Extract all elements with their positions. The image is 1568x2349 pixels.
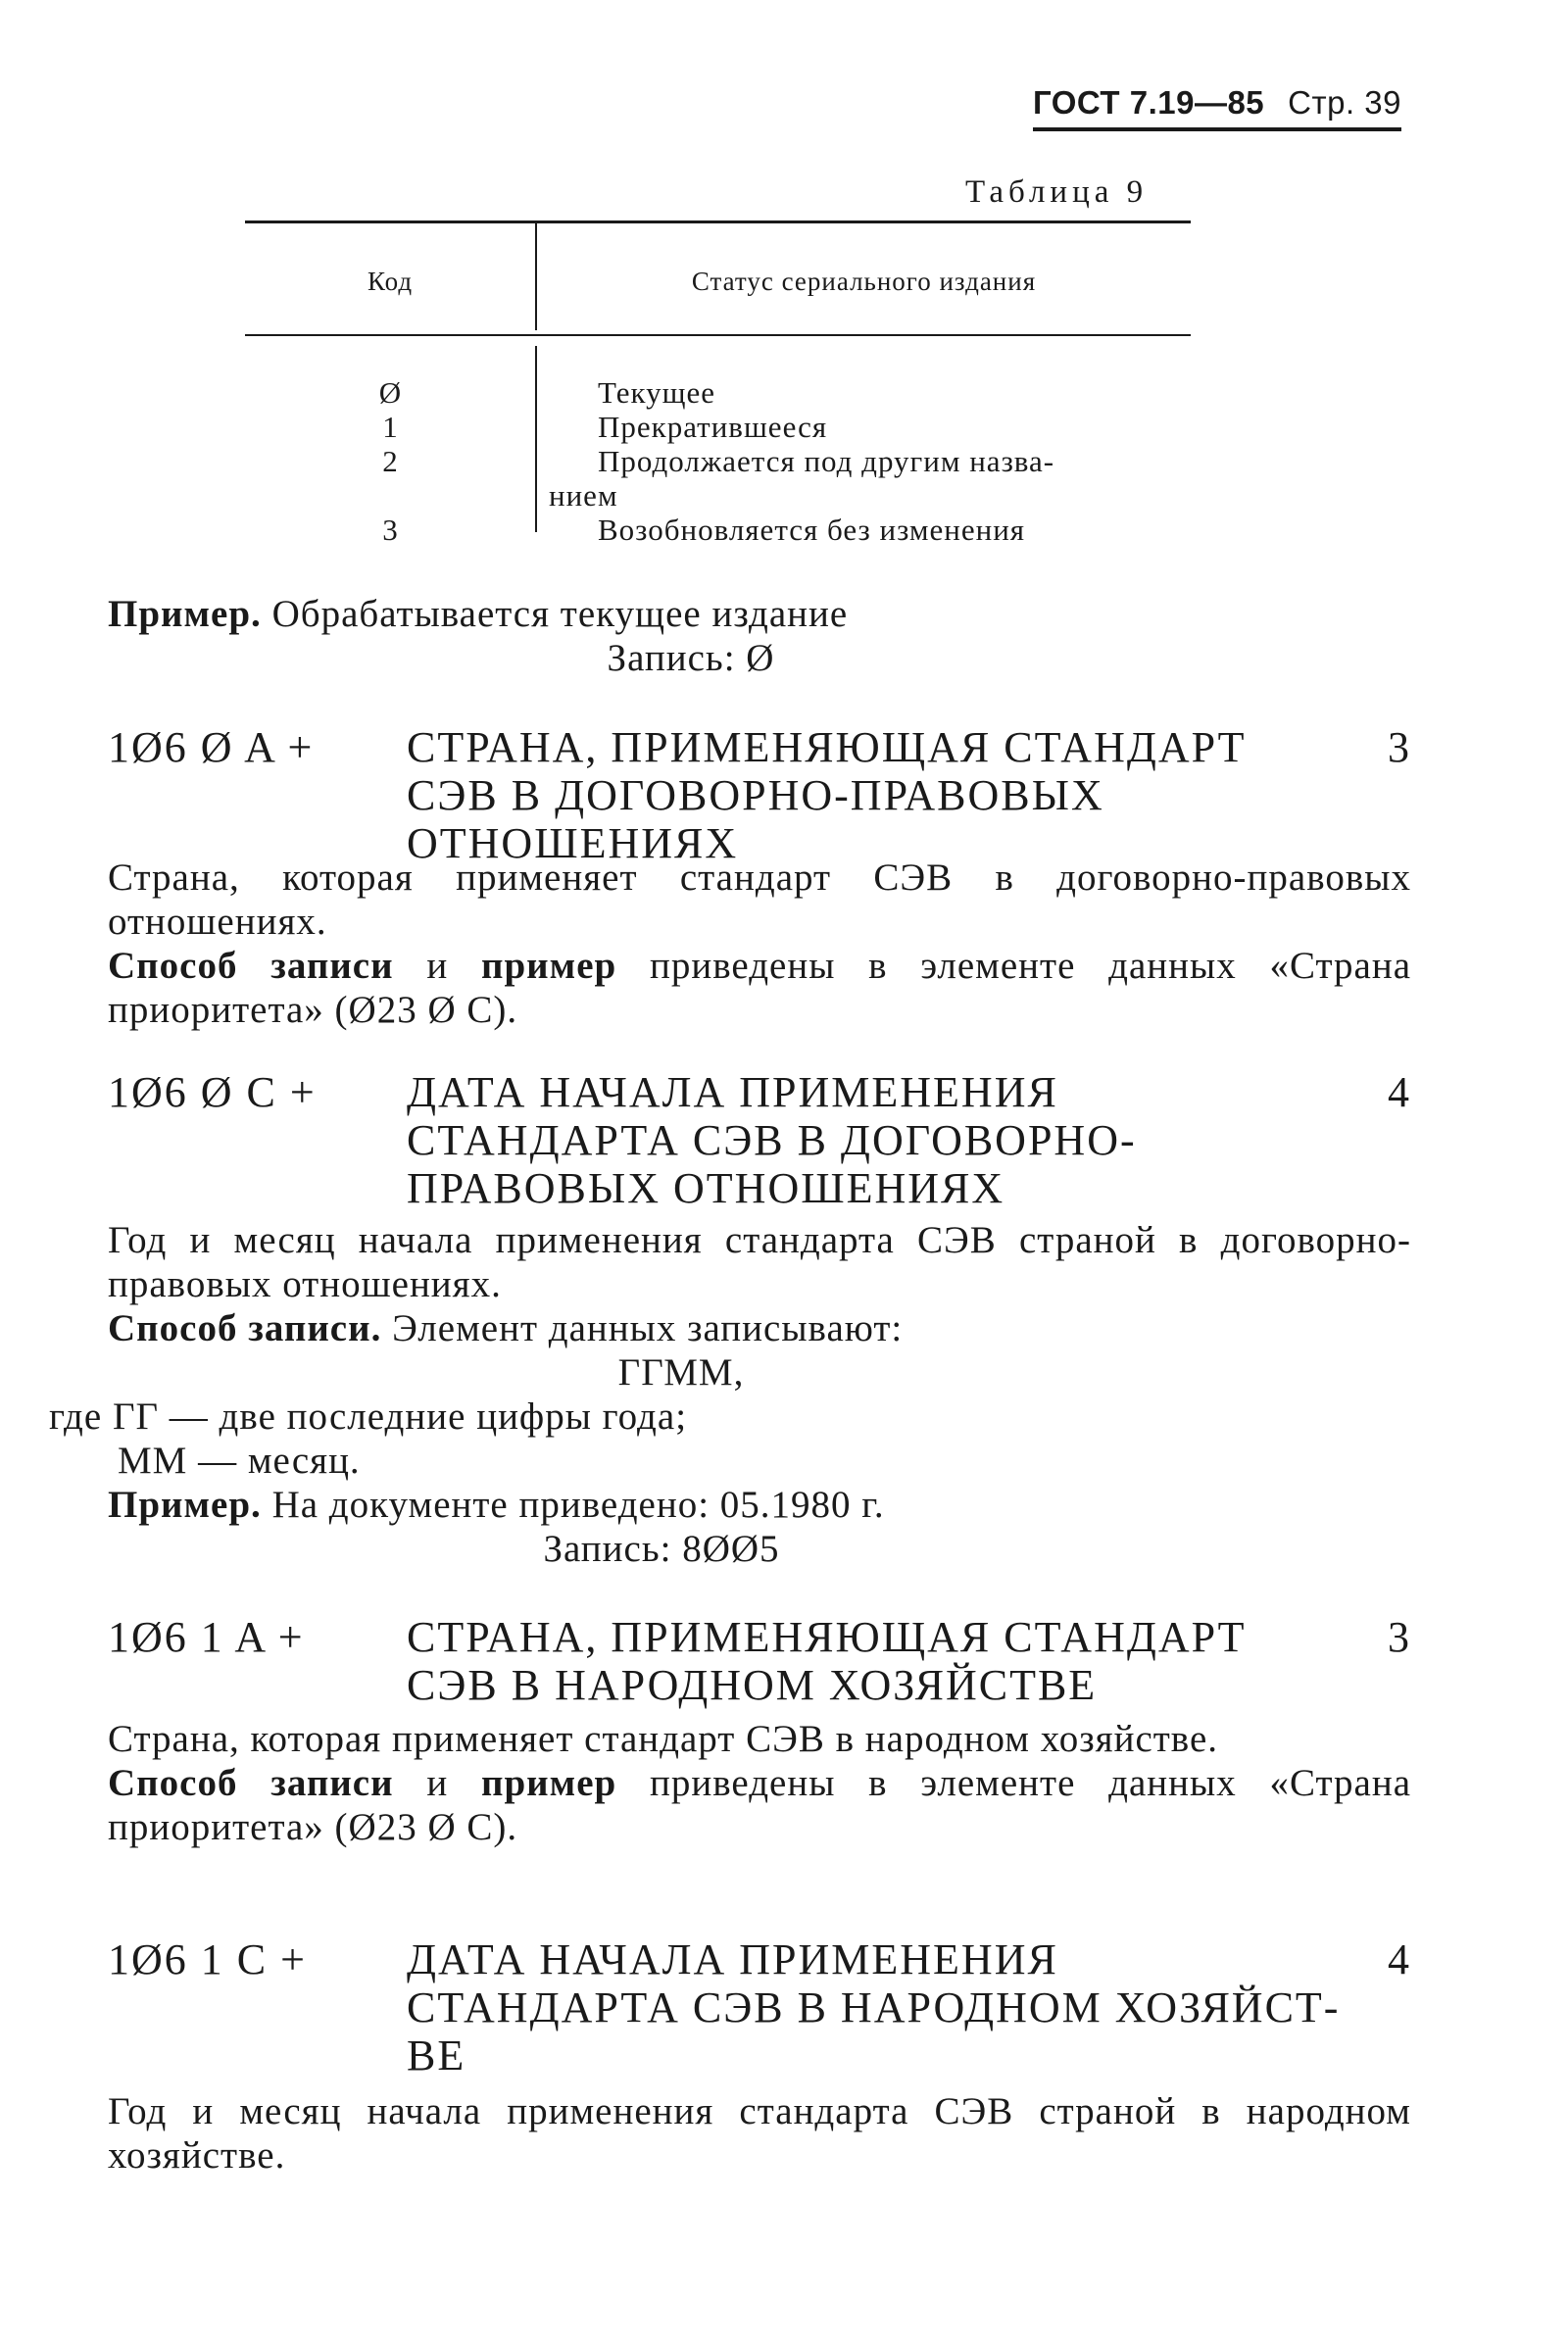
description-text: Страна, которая применяет стандарт СЭВ в народном хозяйстве. [108, 1718, 1219, 1760]
description-text: Год и месяц начала применения стандарта СЭВ страной в народном хозяйстве. [108, 2090, 1411, 2177]
element-title-line: СТРАНА, ПРИМЕНЯЮЩАЯ СТАНДАРТ [407, 1613, 1247, 1661]
record-line: Запись: 8ØØ5 [543, 1528, 780, 1570]
example-label: Пример. [108, 593, 262, 635]
element-title-line: ВЕ [407, 2031, 466, 2080]
example-label: Пример. [108, 1484, 262, 1526]
method-body: Элемент данных записывают: [381, 1307, 904, 1349]
element-length: 4 [1388, 1068, 1411, 1116]
method-text [108, 1761, 1411, 1849]
format-line: ГГММ, [617, 1351, 745, 1394]
element-title-line: СТРАНА, ПРИМЕНЯЮЩАЯ СТАНДАРТ [407, 723, 1247, 771]
element-title-line: СЭВ В ДОГОВОРНО-ПРАВОВЫХ [407, 771, 1104, 819]
method-conjunction: и [393, 945, 481, 987]
table-cell-code: Ø [378, 375, 402, 410]
description-text: Страна, которая применяет стандарт СЭВ в договорно-правовых отношениях. [108, 856, 1411, 943]
method-conjunction: и [393, 1762, 481, 1804]
element-description [49, 1218, 1411, 1571]
page-header [1033, 84, 1401, 131]
example-text: На документе приведено: 05.1980 г. [261, 1484, 885, 1526]
element-title-line: СТАНДАРТА СЭВ В ДОГОВОРНО- [407, 1116, 1137, 1164]
element-length: 4 [1388, 1935, 1411, 1983]
element-length: 3 [1388, 723, 1411, 771]
standard-number: ГОСТ 7.19—85 [1032, 84, 1265, 121]
element-description [108, 1717, 1411, 1849]
table-cell-status: Прекратившееся [598, 410, 828, 444]
description-text: Год и месяц начала применения стандарта СЭВ страной в договорно-правовых отношениях. [108, 1219, 1411, 1305]
table-cell-code [245, 478, 535, 513]
table-cell-status: нием [549, 478, 618, 513]
element-code: 1Ø6 1 C + [108, 1935, 307, 1983]
method-label: Способ записи [108, 1762, 394, 1804]
where-line: ММ — месяц. [118, 1440, 361, 1482]
method-text [108, 944, 1411, 1032]
example-block [108, 592, 1411, 680]
element-code: 1Ø6 Ø A + [108, 723, 315, 771]
element-title-line: ОТНОШЕНИЯХ [407, 819, 739, 867]
element-title [407, 1613, 1367, 1709]
table-header-rule [245, 334, 1191, 336]
where-line: где ГГ — две последние цифры года; [49, 1395, 688, 1438]
element-title-line: СЭВ В НАРОДНОМ ХОЗЯЙСТВЕ [407, 1661, 1098, 1709]
element-title-line: ДАТА НАЧАЛА ПРИМЕНЕНИЯ [407, 1068, 1058, 1116]
method-text [108, 1306, 1411, 1350]
element-length: 3 [1388, 1613, 1411, 1661]
table-cell-status: Возобновляется без изменения [598, 513, 1026, 547]
table-cell-code: 1 [382, 410, 398, 444]
example-line [108, 592, 1411, 636]
element-description [108, 856, 1411, 1032]
table-column-divider [535, 346, 537, 532]
element-title-line: ПРАВОВЫХ ОТНОШЕНИЯХ [407, 1164, 1005, 1212]
element-code: 1Ø6 1 A + [108, 1613, 305, 1661]
method-label: Способ записи [108, 945, 394, 987]
table-cell-status: Текущее [598, 375, 716, 410]
element-title-line: СТАНДАРТА СЭВ В НАРОДНОМ ХОЗЯЙСТ- [407, 1983, 1341, 2031]
element-code: 1Ø6 Ø C + [108, 1068, 317, 1116]
method-label: Способ записи. [108, 1307, 382, 1349]
record-line: Запись: Ø [607, 637, 775, 679]
element-description [108, 2089, 1411, 2178]
method-body: приведены в элементе данных «Страна приоритета» (Ø23 Ø C). [108, 945, 1412, 1031]
example-label: пример [481, 1762, 617, 1804]
table-cell-status: Продолжается под другим назва- [598, 444, 1055, 478]
element-title [407, 723, 1367, 867]
table-caption: Таблица 9 [965, 174, 1149, 210]
table-header-code: Код [367, 267, 414, 296]
example-line [108, 1483, 1411, 1527]
element-title [407, 1935, 1367, 2080]
table-cell-code: 2 [382, 444, 398, 478]
status-table [245, 220, 1191, 554]
table-statuses-column [549, 375, 1186, 547]
page-number: Стр. 39 [1288, 84, 1401, 121]
table-codes-column [245, 375, 535, 547]
element-title-line: ДАТА НАЧАЛА ПРИМЕНЕНИЯ [407, 1935, 1058, 1983]
table-top-rule [245, 220, 1191, 223]
example-label: пример [481, 945, 617, 987]
table-header-status: Статус сериального издания [691, 267, 1037, 296]
element-title [407, 1068, 1367, 1212]
example-text: Обрабатывается текущее издание [261, 593, 849, 635]
method-body: приведены в элементе данных «Страна приоритета» (Ø23 Ø C). [108, 1762, 1412, 1848]
table-cell-code: 3 [382, 513, 398, 547]
